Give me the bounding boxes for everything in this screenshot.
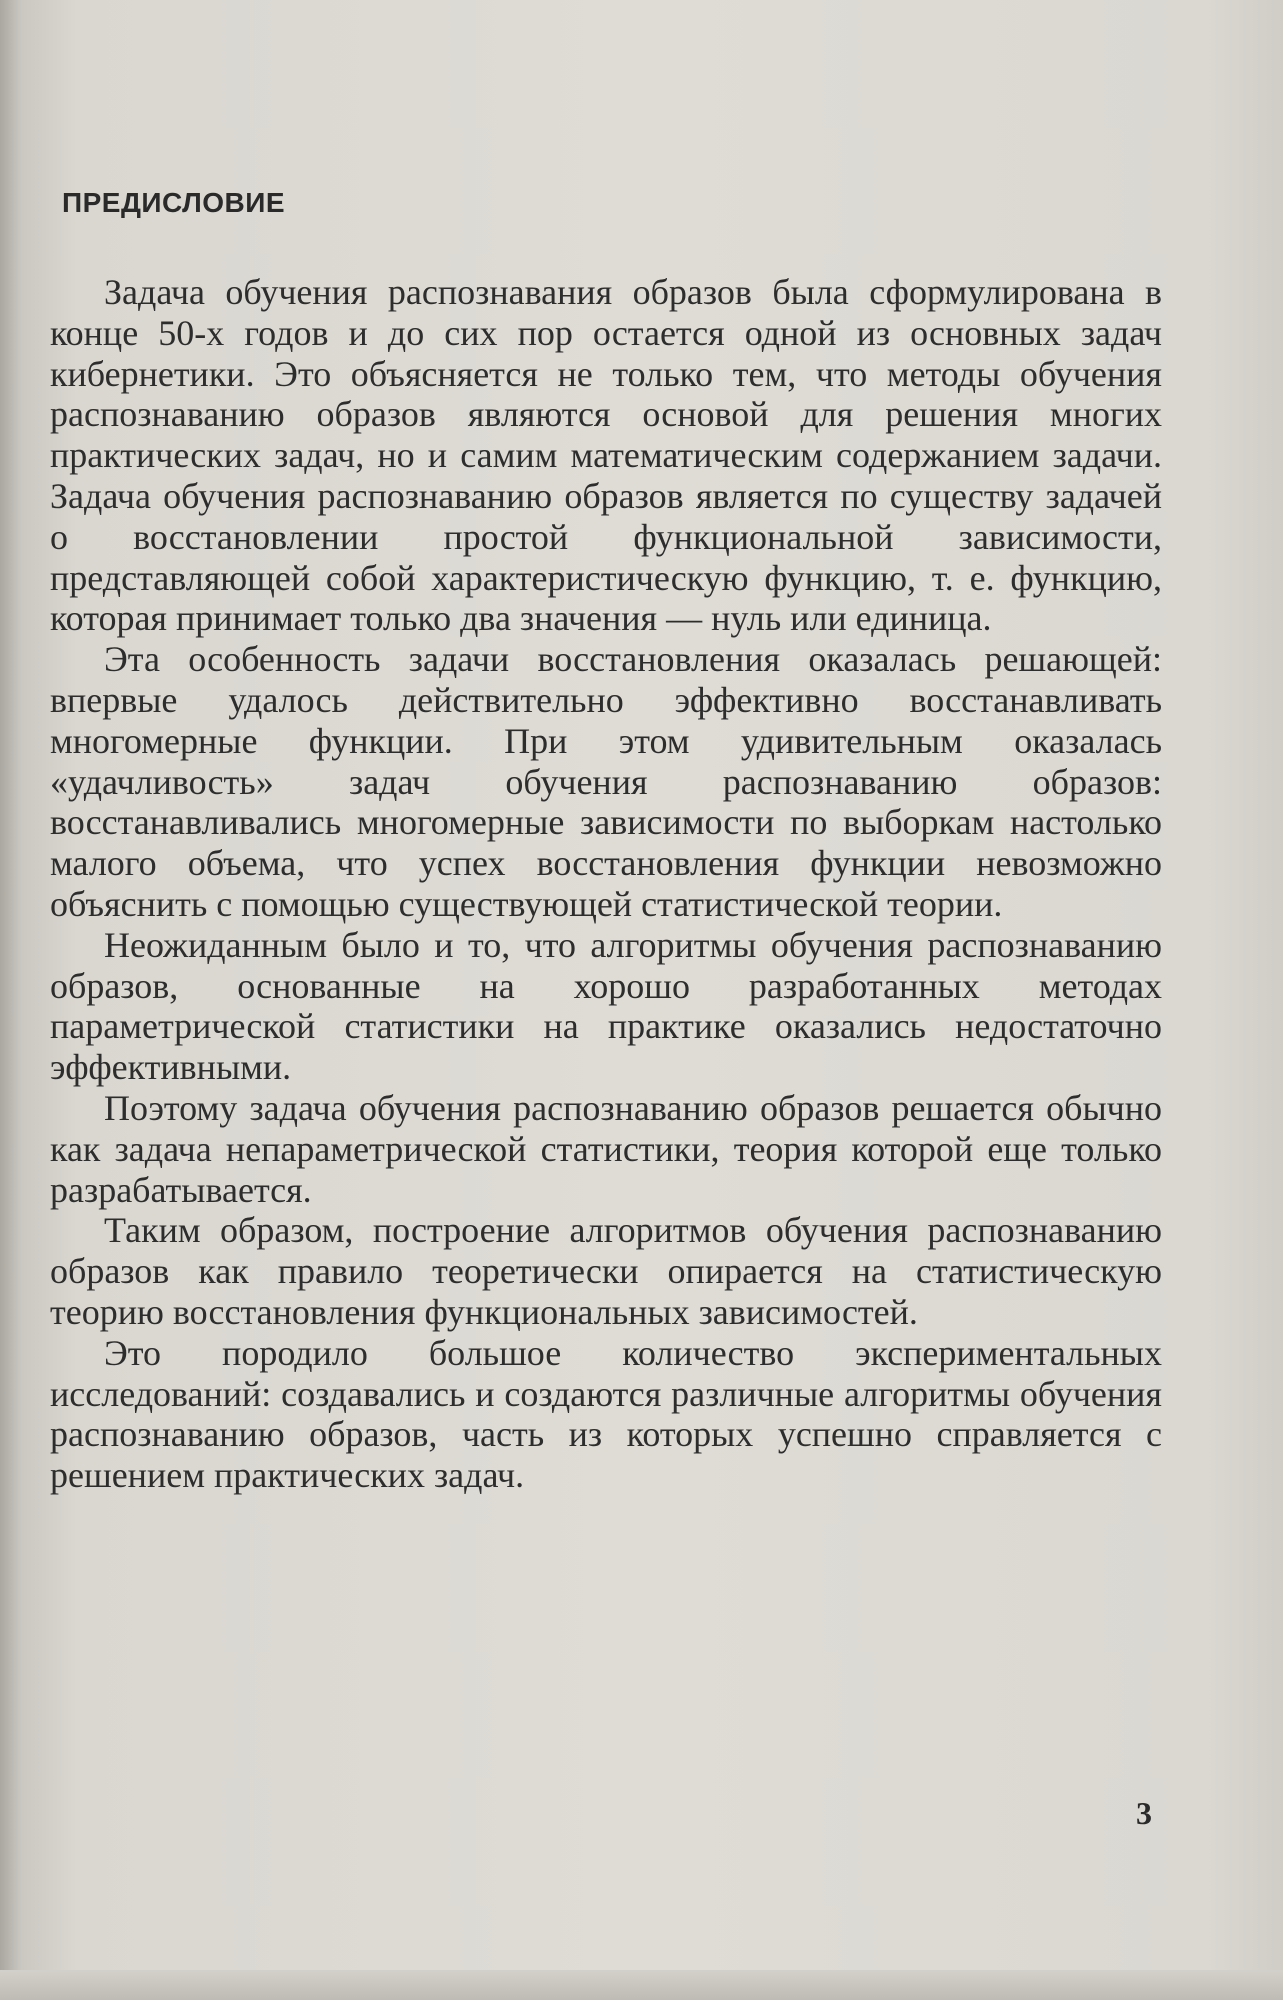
paragraph: Эта особенность задачи восстановления оказалась решающей: впервые удалось действительно эффективно восстанавливать многомерные функции. При этом удивительным оказалась «удачливость» задач обучения распознаванию образов: восстанавливались многомерные зависимости по выборкам настолько малого объема, что успех восстановления функции невозможно объяснить с помощью существующей статистической теории. <box>50 639 1162 924</box>
paragraph: Это породило большое количество экспериментальных исследований: создавались и создаются различные алгоритмы обучения распознаванию образов, часть из которых успешно справляется с решением практических задач. <box>50 1332 1162 1496</box>
body-text <box>50 272 1162 1496</box>
paragraph: Неожиданным было и то, что алгоритмы обучения распознаванию образов, основанные на хорошо разработанных методах параметрической статистики на практике оказались недостаточно эффективными. <box>50 924 1162 1088</box>
page-bottom-edge <box>0 1970 1283 2000</box>
paragraph: Таким образом, построение алгоритмов обучения распознаванию образов как правило теоретически опирается на статистическую теорию восстановления функциональных зависимостей. <box>50 1210 1162 1332</box>
section-heading: ПРЕДИСЛОВИЕ <box>62 187 286 218</box>
page-number: 3 <box>1136 1795 1152 1831</box>
page-gutter-shadow <box>0 0 22 2000</box>
paragraph: Задача обучения распознавания образов была сформулирована в конце 50-х годов и до сих пор остается одной из основных задач кибернетики. Это объясняется не только тем, что методы обучения распознаванию образов являются основой для решения многих практических задач, но и самим математическим содержанием задачи. Задача обучения распознаванию образов является по существу задачей о восстановлении простой функциональной зависимости, представляющей собой характеристическую функцию, т. е. функцию, которая принимает только два значения — нуль или единица. <box>50 272 1162 639</box>
paragraph: Поэтому задача обучения распознаванию образов решается обычно как задача непараметрической статистики, теория которой еще только разрабатывается. <box>50 1087 1162 1210</box>
